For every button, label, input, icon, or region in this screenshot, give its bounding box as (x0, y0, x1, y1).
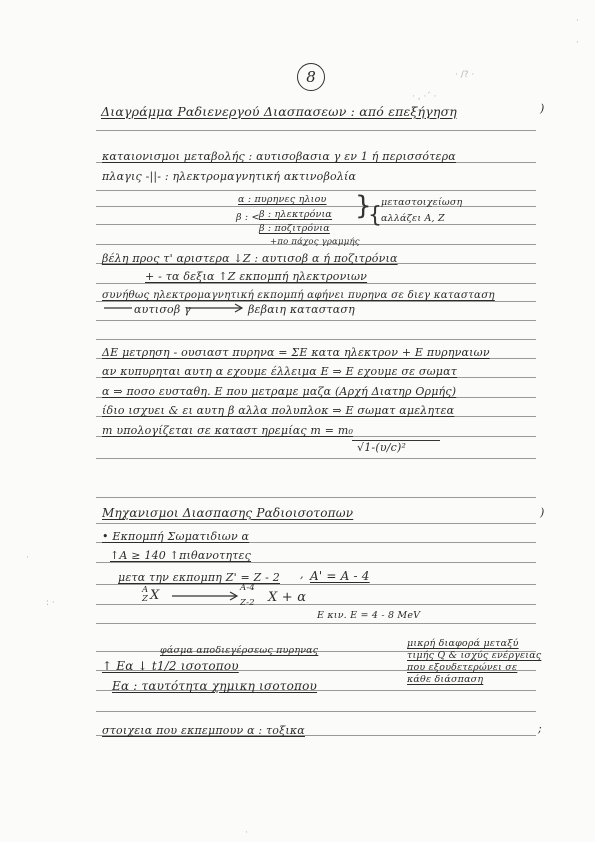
eq-parent: X (150, 588, 160, 603)
margin-mark: · , ·´ · (412, 92, 437, 102)
line-stability: α ⇒ ποσο ευσταθη. Ε που μετραμε μαζα (Αρχή Διατηρ Ορμής) (102, 385, 457, 398)
line-changes-AZ: αλλάζει A, Z (381, 213, 445, 224)
ruled-line (96, 458, 536, 459)
note-3: που εξουδετερώνει σε (407, 662, 518, 673)
eq-daughter: X + α (268, 590, 307, 605)
margin-mark: · (576, 38, 579, 48)
margin-mark: : · (46, 598, 55, 608)
ruled-line (96, 320, 536, 321)
line-beta-complex: ίδιο ισχυει & ει αυτη β αλλα πολυπλοκ ⇒ Ε σωματ αμελητεα (102, 404, 455, 417)
ruled-line (96, 339, 536, 340)
line-A-prime: A' = A - 4 (310, 569, 370, 583)
brace: { (368, 203, 382, 228)
line-rest-mass: m υπολογίζεται σε καταστ ηρεμίας m = m₀ (102, 424, 354, 437)
margin-mark: ) (540, 102, 545, 115)
line-arrows-right: + - τα δεξια ↑Z εκπομπή ηλεκτρονιων (145, 270, 368, 283)
line-toxic: στοιχεια που εκπεμπουν α : τοξικα (102, 724, 305, 737)
eq-daughter-mass: A-4 (240, 583, 256, 593)
line-kinetic-energy: Ε κιν. Ε = 4 - 8 MeV (317, 610, 421, 621)
eq-mass-number: A (142, 585, 149, 595)
margin-mark: · (576, 16, 579, 26)
note-1: μικρή διαφορά μεταξύ (407, 638, 519, 649)
line-transmutation: μεταστοιχείωση (381, 197, 463, 208)
section-title-mechanisms: Μηχανισμοι Διασπασης Ραδιοισοτοπων (102, 506, 354, 520)
line-1: καταιονισμοι μεταβολής : αυτισοβασια γ εν 1 ή περισσότερα (102, 150, 456, 163)
ruled-line (96, 206, 536, 207)
line-ground-state: βεβαιη κατασταση (248, 303, 355, 316)
page-number: 8 (297, 63, 325, 91)
margin-mark: · (26, 553, 29, 563)
separator-comma: , (300, 568, 304, 581)
line-alpha: α : πυρηνες ηλιου (238, 194, 327, 205)
margin-mark: ) (540, 506, 545, 519)
eq-daughter-z: Z-2 (240, 598, 255, 608)
line-delta-e: ΔΕ μετρηση - ουσιαστ πυρηνα = ΣΕ κατα ηλεκτρον + Ε πυρηναιων (102, 346, 490, 359)
margin-mark: · (245, 828, 248, 838)
line-alpha-emission: • Εκπομπή Σωματιδιων α (102, 530, 250, 543)
eq-atomic-number: Z (142, 594, 149, 604)
line-after-emission: μετα την εκπομπη Z' = Z - 2 (118, 571, 280, 584)
line-2: πλαγις -||- : ηλεκτρομαγνητική ακτινοβολία (102, 170, 357, 183)
arrow-line (185, 300, 245, 314)
line-beta-plus: β : ποζιτρόνια (259, 223, 330, 234)
ruled-line (96, 584, 536, 585)
note-2: τιμής Q & ισχύς ενέργειας (407, 650, 542, 661)
beta-bracket: β : < (236, 212, 260, 223)
note-4: κάθε διάσπαση (407, 674, 484, 685)
ruled-line (96, 562, 536, 563)
line-beta-minus: β : ηλεκτρόνια (259, 209, 333, 220)
ruled-line (96, 283, 536, 284)
line-lorentz: √1-(υ/c)² (357, 441, 407, 454)
ruled-line (96, 130, 536, 131)
line-arrows-left: βέλη προς τ' αριστερα ↓Z : αυτισοβ α ή ποζιτρόνια (102, 252, 398, 265)
line-deficit: αν κυπυρηται αυτη α εχουμε έλλειμα Ε ⇒ Ε εχουμε σε σωματ (102, 365, 458, 378)
ruled-line (96, 711, 536, 712)
ruled-line (96, 523, 536, 524)
arrow-line (170, 588, 240, 602)
line-gamma: αυτισοβ γ (134, 303, 191, 316)
line-energy-halflife: ↑ Εα ↓ t1/2 ισοτοπου (102, 659, 239, 673)
brace: } (355, 191, 372, 221)
ruled-line (96, 623, 536, 624)
page-title: Διαγράμμα Ραδιενεργού Διασπασεων : από επεξήγηση (101, 104, 457, 119)
line-excited: συνήθως ηλεκτρομαγνητική εκπομπή αφήνει πυρηνα σε διεγ κατασταση (102, 289, 495, 301)
line-spectrum: φάσμα αποδιεγέρσεως πυρηνας (160, 645, 319, 656)
margin-mark: · /? · (455, 70, 475, 80)
line-identity: Εα : ταυτότητα χημικη ισοτοπου (112, 679, 318, 693)
ruled-line (96, 190, 536, 191)
line-thickness: +πο πάχος γραμμής (270, 237, 360, 247)
line-probability: ↑A ≥ 140 ↑πιθανοτητες (110, 549, 252, 562)
ruled-line (96, 604, 536, 605)
ruled-line (96, 497, 536, 498)
margin-mark: ; (538, 722, 542, 735)
